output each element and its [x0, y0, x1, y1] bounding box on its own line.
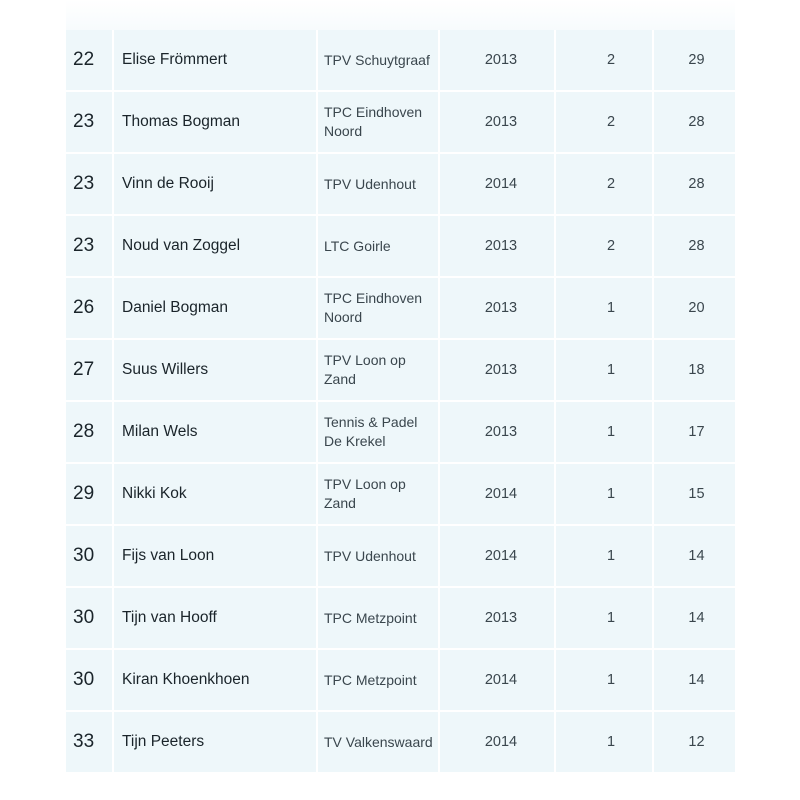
- rank-cell: 26: [73, 297, 95, 318]
- table-row: [66, 30, 735, 90]
- rank-cell: 30: [73, 669, 95, 690]
- rank-cell: 27: [73, 359, 95, 380]
- club-cell: TPV Loon op Zand: [316, 464, 438, 524]
- tournament-count-cell: 1: [554, 278, 652, 338]
- player-name-cell: Elise Frömmert: [112, 30, 316, 90]
- birth-year-cell: 2013: [438, 92, 554, 152]
- club-cell: TPC Metzpoint: [316, 650, 438, 710]
- tournament-count-cell: 1: [554, 402, 652, 462]
- club-cell: Tennis & Padel De Krekel: [316, 402, 438, 462]
- table-row: [66, 402, 735, 462]
- player-name-cell: Thomas Bogman: [112, 92, 316, 152]
- birth-year-cell: 2014: [438, 650, 554, 710]
- tournament-count-cell: 2: [554, 216, 652, 276]
- table-row: [66, 712, 735, 772]
- rank-cell: 23: [73, 235, 95, 256]
- tournament-count-cell: 1: [554, 464, 652, 524]
- club-cell: TPV Loon op Zand: [316, 340, 438, 400]
- player-name-cell: Milan Wels: [112, 402, 316, 462]
- club-cell: TPC Eindhoven Noord: [316, 92, 438, 152]
- rank-cell: 22: [73, 49, 95, 70]
- tournament-count-cell: 1: [554, 712, 652, 772]
- club-cell: TPV Udenhout: [316, 154, 438, 214]
- player-name-cell: Tijn Peeters: [112, 712, 316, 772]
- rank-cell: 30: [73, 545, 95, 566]
- table-row: [66, 526, 735, 586]
- tournament-count-cell: 1: [554, 588, 652, 648]
- club-cell: TPC Metzpoint: [316, 588, 438, 648]
- table-row: [66, 650, 735, 710]
- rank-cell: 33: [73, 731, 95, 752]
- points-cell: 28: [652, 154, 735, 214]
- player-name-cell: Suus Willers: [112, 340, 316, 400]
- table-row: [66, 340, 735, 400]
- points-cell: 28: [652, 216, 735, 276]
- points-cell: 18: [652, 340, 735, 400]
- tournament-count-cell: 2: [554, 92, 652, 152]
- rank-cell: 30: [73, 607, 95, 628]
- table-row: [66, 588, 735, 648]
- birth-year-cell: 2014: [438, 712, 554, 772]
- birth-year-cell: 2014: [438, 526, 554, 586]
- birth-year-cell: 2013: [438, 588, 554, 648]
- club-cell: TPV Schuytgraaf: [316, 30, 438, 90]
- rank-cell: 23: [73, 173, 95, 194]
- tournament-count-cell: 1: [554, 526, 652, 586]
- tournament-count-cell: 2: [554, 154, 652, 214]
- points-cell: 29: [652, 30, 735, 90]
- points-cell: 20: [652, 278, 735, 338]
- points-cell: 14: [652, 588, 735, 648]
- club-cell: LTC Goirle: [316, 216, 438, 276]
- points-cell: 28: [652, 92, 735, 152]
- player-name-cell: Noud van Zoggel: [112, 216, 316, 276]
- points-cell: 14: [652, 650, 735, 710]
- club-cell: TPC Eindhoven Noord: [316, 278, 438, 338]
- table-row: [66, 92, 735, 152]
- tournament-count-cell: 1: [554, 340, 652, 400]
- club-cell: TV Valkenswaard: [316, 712, 438, 772]
- table-row: [66, 464, 735, 524]
- club-cell: TPV Udenhout: [316, 526, 438, 586]
- points-cell: 17: [652, 402, 735, 462]
- player-name-cell: Tijn van Hooff: [112, 588, 316, 648]
- rank-cell: 23: [73, 111, 95, 132]
- table-top-fade: [66, 0, 735, 30]
- points-cell: 15: [652, 464, 735, 524]
- birth-year-cell: 2014: [438, 464, 554, 524]
- ranking-table: [66, 30, 735, 774]
- birth-year-cell: 2013: [438, 278, 554, 338]
- birth-year-cell: 2013: [438, 340, 554, 400]
- tournament-count-cell: 1: [554, 650, 652, 710]
- rank-cell: 28: [73, 421, 95, 442]
- birth-year-cell: 2013: [438, 30, 554, 90]
- player-name-cell: Fijs van Loon: [112, 526, 316, 586]
- birth-year-cell: 2014: [438, 154, 554, 214]
- rank-cell: 29: [73, 483, 95, 504]
- points-cell: 12: [652, 712, 735, 772]
- player-name-cell: Vinn de Rooij: [112, 154, 316, 214]
- player-name-cell: Nikki Kok: [112, 464, 316, 524]
- birth-year-cell: 2013: [438, 402, 554, 462]
- birth-year-cell: 2013: [438, 216, 554, 276]
- tournament-count-cell: 2: [554, 30, 652, 90]
- points-cell: 14: [652, 526, 735, 586]
- player-name-cell: Daniel Bogman: [112, 278, 316, 338]
- table-row: [66, 278, 735, 338]
- table-row: [66, 216, 735, 276]
- table-row: [66, 154, 735, 214]
- player-name-cell: Kiran Khoenkhoen: [112, 650, 316, 710]
